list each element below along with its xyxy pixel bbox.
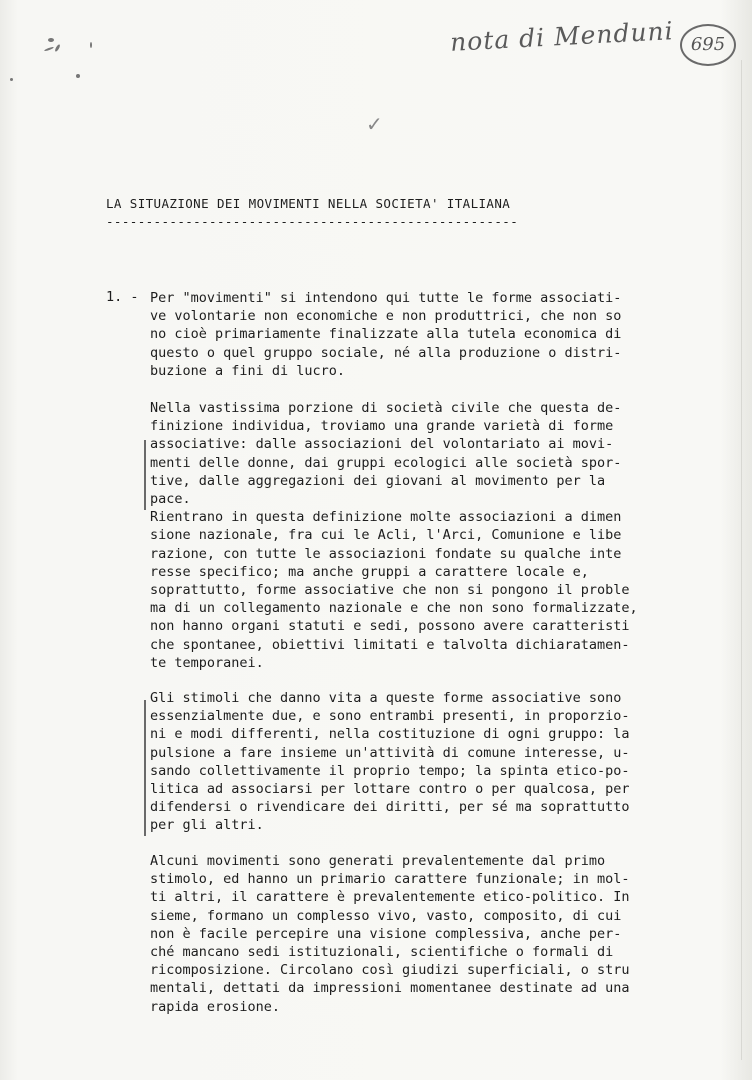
ink-speck xyxy=(54,44,61,52)
paragraph-variety: Nella vastissima porzione di società civile che questa de- finizione individua, troviamo una grande varietà di forme associative: dalle associazioni del volontariato ai movi- menti delle donne, dai gruppi ecologici alle società spor- tive, dalle aggregazioni dei giovani al movimento per la pace. Rientrano in questa definizione molte associazioni a dimen sione nazionale, fra cui le Acli, l'Arci, Comunione e libe razione, con tutte le associazioni fondate su qualche inte resse specifico; ma anche gruppi a carattere locale e, soprattutto, forme associative che non si pongono il proble ma di un collegamento nazionale e che non sono formalizzate, non hanno organi statuti e sedi, possono avere caratteristi che spontanee, obiettivi limitati e talvolta dichiaratamen- te temporanei. xyxy=(150,400,638,671)
ink-speck xyxy=(76,74,80,78)
paragraph-definition: Per "movimenti" si intendono qui tutte le forme associati- ve volontarie non economiche e non produttrici, che non so no cioè primariamente finalizzate alla tutela economica di questo o quel gruppo sociale, né alla produzione o distri- buzione a fini di lucro. xyxy=(150,290,622,379)
margin-mark xyxy=(144,700,146,836)
ink-speck xyxy=(90,42,92,48)
page-edge xyxy=(741,60,742,1060)
paragraph-stimuli: Gli stimoli che danno vita a queste forme associative sono essenzialmente due, e sono entrambi presenti, in proporzio- ni e modi differenti, nella costituzione di ogni gruppo: la pulsione a fare insieme un'attività di comune interesse, u- sando collettivamente il proprio tempo; la spinta etico-po- litica ad associarsi per lottare contro o per qualcosa, per difendersi o rivendicare dei diritti, per sé ma soprattutto per gli altri. xyxy=(150,690,630,834)
section-number: 1. - xyxy=(106,289,139,305)
paragraph-movements: Alcuni movimenti sono generati prevalentemente dal primo stimolo, ed hanno un primario carattere funzionale; in mol- ti altri, il carattere è prevalentemente etico-politico. In sieme, formano un complesso vivo, vasto, composito, di cui non è facile percepire una visione complessiva, anche per- ché mancano sedi istituzionali, scientifiche o formali di ricomposizione. Circolano così giudizi superficiali, o stru mentali, dettati da impressioni momentanee destinate ad una rapida erosione. xyxy=(150,853,630,1015)
ink-speck xyxy=(10,78,13,81)
document-title: LA SITUAZIONE DEI MOVIMENTI NELLA SOCIETA' ITALIANA xyxy=(106,196,511,211)
handwritten-note: nota di Menduni xyxy=(449,16,675,57)
check-mark: ✓ xyxy=(366,112,383,136)
page-number-circle: 695 xyxy=(680,24,736,66)
ink-speck xyxy=(44,46,54,51)
ink-speck xyxy=(48,38,54,42)
title-underline: ---------------------------------------------------- xyxy=(106,214,519,229)
margin-mark xyxy=(144,440,146,510)
